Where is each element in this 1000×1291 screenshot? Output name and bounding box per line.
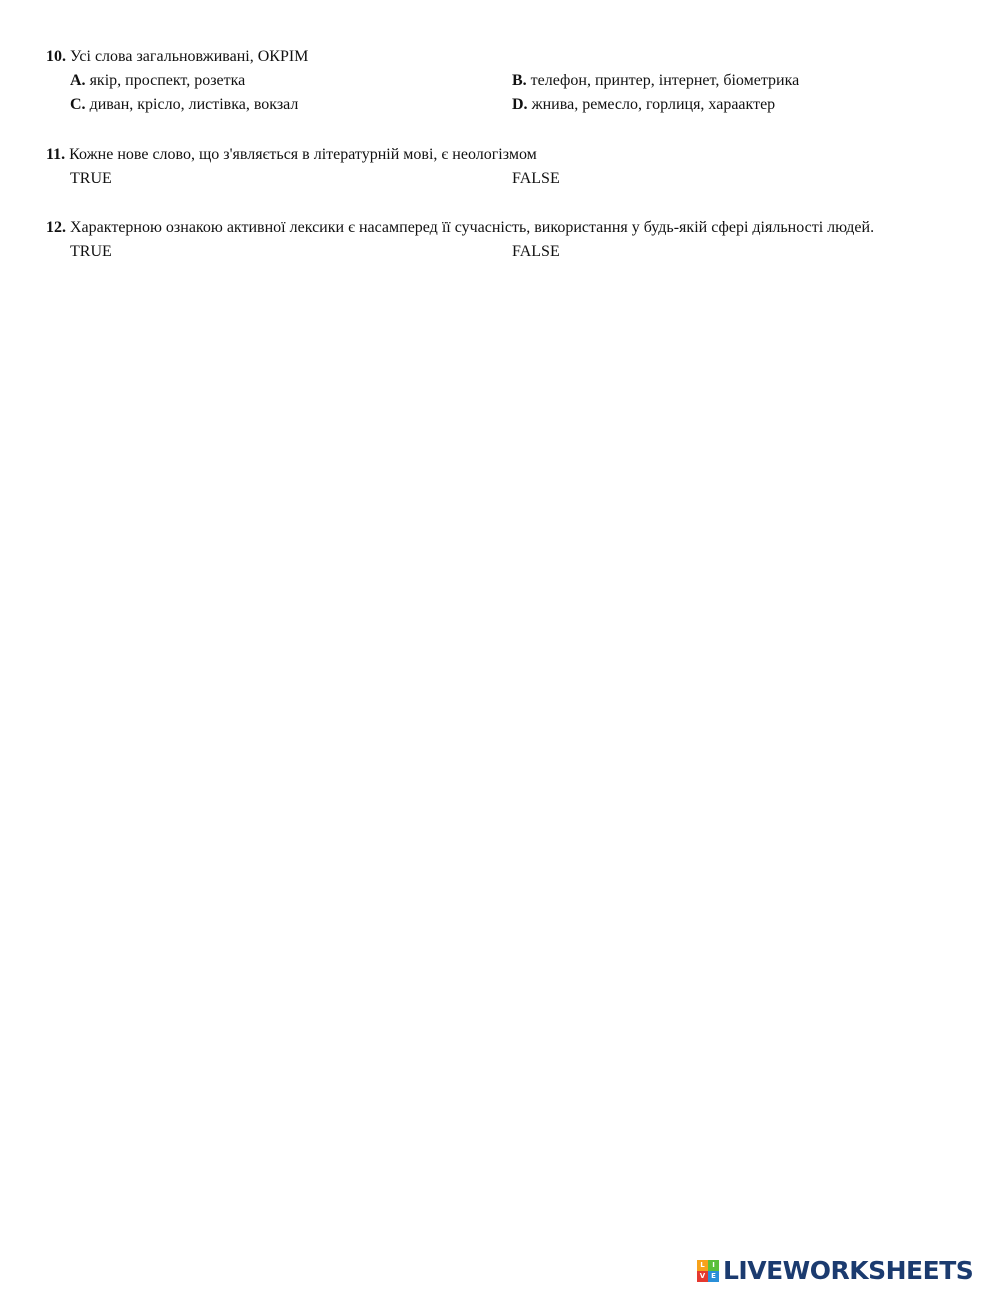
question-10-options-row-1 bbox=[46, 69, 966, 93]
logo-mark-cell-e: E bbox=[708, 1271, 719, 1282]
question-11-answers bbox=[46, 167, 966, 191]
question-11-line bbox=[46, 143, 966, 167]
logo-mark-cell-v: V bbox=[697, 1271, 708, 1282]
question-10 bbox=[46, 45, 966, 117]
option-d-text: жнива, ремесло, горлиця, хараактер bbox=[531, 96, 776, 113]
option-d-letter: D. bbox=[512, 96, 528, 113]
option-d[interactable] bbox=[512, 93, 775, 117]
option-a[interactable] bbox=[70, 69, 245, 93]
option-b[interactable] bbox=[512, 69, 799, 93]
liveworksheets-logo-icon bbox=[697, 1260, 719, 1282]
question-12-false-option[interactable]: FALSE bbox=[512, 243, 560, 260]
question-10-line bbox=[46, 45, 966, 69]
logo-mark-cell-i: I bbox=[708, 1260, 719, 1271]
logo-mark-cell-l: L bbox=[697, 1260, 708, 1271]
question-12 bbox=[46, 216, 966, 264]
question-12-true-option[interactable]: TRUE bbox=[70, 243, 112, 260]
question-10-options-row-2 bbox=[46, 93, 966, 117]
option-a-letter: A. bbox=[70, 72, 86, 89]
liveworksheets-logo-text: LIVEWORKSHEETS bbox=[723, 1256, 974, 1285]
question-11-number: 11. bbox=[46, 146, 66, 163]
option-c-letter: C. bbox=[70, 96, 86, 113]
question-10-text: Усі слова загальновживані, ОКРІМ bbox=[70, 48, 309, 65]
question-12-line bbox=[46, 216, 966, 240]
option-c-text: диван, крісло, листівка, вокзал bbox=[89, 96, 299, 113]
question-11-text: Кожне нове слово, що з'являється в літературній мові, є неологізмом bbox=[69, 146, 537, 163]
question-12-text: Характерною ознакою активної лексики є насамперед її сучасність, використання у будь-якій сфері діяльності людей. bbox=[70, 219, 875, 236]
question-10-number: 10. bbox=[46, 48, 66, 65]
question-12-answers bbox=[46, 240, 966, 264]
question-12-number: 12. bbox=[46, 219, 66, 236]
option-c[interactable] bbox=[70, 93, 298, 117]
liveworksheets-logo bbox=[697, 1257, 973, 1285]
option-b-letter: B. bbox=[512, 72, 527, 89]
question-11-false-option[interactable]: FALSE bbox=[512, 170, 560, 187]
question-11 bbox=[46, 143, 966, 191]
option-b-text: телефон, принтер, інтернет, біометрика bbox=[530, 72, 800, 89]
option-a-text: якір, проспект, розетка bbox=[89, 72, 246, 89]
question-11-true-option[interactable]: TRUE bbox=[70, 170, 112, 187]
